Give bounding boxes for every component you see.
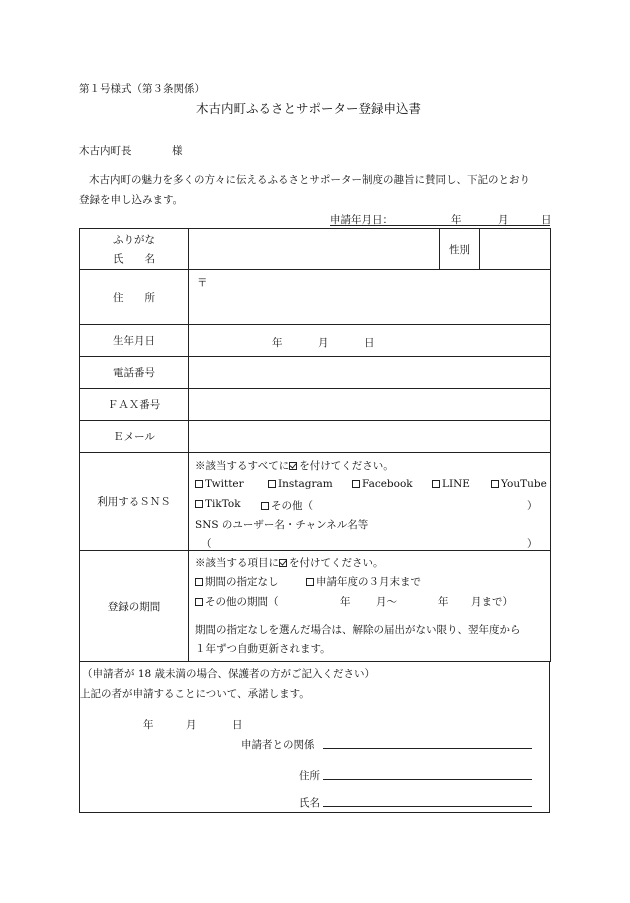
checkbox-icon [195,480,203,488]
email-field[interactable] [189,421,551,453]
guardian-address-label: 住所 [299,770,320,782]
sns-instruction [195,458,394,473]
apply-date-label: 申請年月日： [330,214,393,226]
sns-option-facebook[interactable] [352,478,413,490]
postal-mark: 〒 [197,277,208,289]
intro-text-line2: 登録を申し込みます。 [79,194,184,206]
checkmark-box-icon [289,462,297,470]
name-label: 氏 名 [113,253,155,265]
sns-option-line[interactable] [432,478,470,490]
guardian-date-day-unit: 日 [232,719,243,731]
sns-username-open-paren: （ [201,538,212,550]
addressee-honorific: 様 [172,145,183,157]
guardian-notice: （申請者が 18 歳未満の場合、保護者の方がご記入ください） [82,668,376,680]
fax-field[interactable] [189,389,551,421]
birthdate-field[interactable] [189,325,551,357]
guardian-relationship-label: 申請者との関係 [241,739,315,751]
sns-option-youtube[interactable] [491,478,547,490]
fax-label: ＦＡＸ番号 [80,389,189,421]
sns-field [189,453,551,551]
furigana-label: ふりがな [113,234,155,246]
checkbox-icon [195,598,203,606]
checkmark-box-icon [279,559,287,567]
application-form-table [79,228,551,662]
addressee: 木古内町長 [79,145,132,157]
apply-date [330,212,550,226]
period-instruction-pre: ※該当する項目に [195,557,279,569]
sns-option-label: その他（ [271,500,313,512]
period-instruction [195,555,384,570]
sns-option-label: YouTube [501,478,547,490]
guardian-section [79,662,550,813]
period-option-fiscal[interactable] [306,574,421,589]
sns-option-twitter[interactable] [195,478,244,490]
guardian-address-field[interactable] [323,768,532,780]
form-number: 第１号様式（第３条関係） [79,83,205,95]
period-to-month-unit: 月まで） [471,596,513,608]
checkbox-icon [306,578,314,586]
sns-option-other[interactable] [261,498,313,513]
period-option-label: 期間の指定なし [205,576,279,588]
period-option-other[interactable] [195,594,279,609]
period-label: 登録の期間 [80,551,189,662]
sns-other-close-paren: ） [527,500,538,512]
gender-label: 性別 [440,229,480,270]
period-note-line2: １年ずつ自動更新されます。 [195,643,331,655]
sns-option-label: LINE [442,478,470,490]
period-option-label: 申請年度の３月末まで [316,576,421,588]
guardian-name-field[interactable] [323,795,532,807]
checkbox-icon [432,480,440,488]
address-label: 住 所 [80,270,189,325]
guardian-name-label: 氏名 [299,797,320,809]
period-note-line1: 期間の指定なしを選んだ場合は、解除の届出がない限り、翌年度から [195,624,521,636]
period-field [189,551,551,662]
checkbox-icon [195,500,203,508]
sns-option-instagram[interactable] [268,478,333,490]
guardian-date-year-unit: 年 [143,719,154,731]
email-label: Ｅメール [80,421,189,453]
apply-date-year: 年 [451,214,462,226]
sns-option-tiktok[interactable] [195,498,241,510]
period-option-label: その他の期間（ [205,596,279,608]
checkbox-icon [268,480,276,488]
sns-username-label: SNS のユーザー名・チャンネル名等 [195,519,369,531]
guardian-relationship-field[interactable] [323,737,532,749]
period-to-year-unit: 年 [438,596,449,608]
gender-field[interactable] [480,229,551,270]
period-from-month-unit: 月～ [376,596,397,608]
birthdate-label: 生年月日 [80,325,189,357]
name-label-cell [80,229,189,270]
intro-text-line1: 木古内町の魅力を多くの方々に伝えるふるさとサポーター制度の趣旨に賛同し、下記のとおり [89,174,530,186]
sns-option-label: Twitter [205,478,244,490]
period-option-none[interactable] [195,574,279,589]
name-field[interactable] [189,229,440,270]
page-title: 木古内町ふるさとサポーター登録申込書 [196,101,422,116]
apply-date-month: 月 [498,214,509,226]
phone-label: 電話番号 [80,357,189,389]
birth-month-unit: 月 [318,337,329,349]
checkbox-icon [352,480,360,488]
birth-year-unit: 年 [272,337,283,349]
sns-instruction-pre: ※該当するすべてに [195,460,290,472]
birth-day-unit: 日 [364,337,375,349]
checkbox-icon [491,480,499,488]
checkbox-icon [261,502,269,510]
period-from-year-unit: 年 [340,596,351,608]
guardian-consent: 上記の者が申請することについて、承諾します。 [80,688,310,700]
sns-option-label: Facebook [362,478,413,490]
sns-option-label: Instagram [278,478,333,490]
period-instruction-post: を付けてください。 [289,557,384,569]
guardian-date-month-unit: 月 [186,719,197,731]
sns-instruction-post: を付けてください。 [299,460,394,472]
address-field[interactable] [189,270,551,325]
sns-label: 利用するＳＮＳ [80,453,189,551]
apply-date-day: 日 [541,214,552,226]
sns-option-label: TikTok [205,498,241,510]
sns-username-close-paren: ） [527,538,538,550]
checkbox-icon [195,578,203,586]
phone-field[interactable] [189,357,551,389]
